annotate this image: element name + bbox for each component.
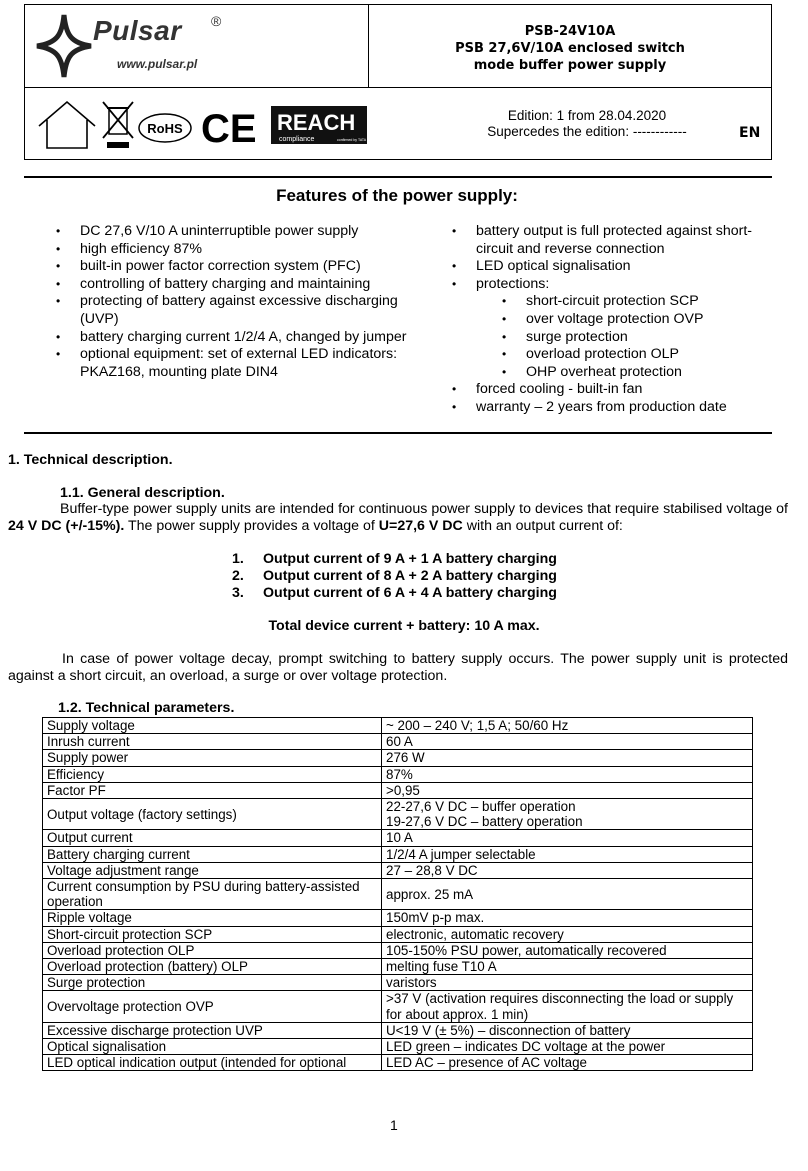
parameter-value: LED green – indicates DC voltage at the power — [382, 1039, 753, 1055]
parameter-name: Voltage adjustment range — [43, 862, 382, 878]
subsection-heading-2: 1.2. Technical parameters. — [58, 700, 235, 716]
para-text: Buffer-type power supply units are intended for continuous power supply to devices that require stabilised voltage of — [60, 501, 788, 517]
language-code: EN — [739, 125, 761, 141]
parameter-row — [43, 830, 753, 846]
protection-item: • over voltage protection OVP — [448, 311, 778, 329]
output-number: 2. — [232, 568, 244, 585]
certification-icons — [37, 100, 387, 150]
logo-url: www.pulsar.pl — [117, 57, 198, 71]
protection-item: • overload protection OLP — [448, 346, 778, 364]
parameter-name: Supply voltage — [43, 718, 382, 734]
technical-parameters-table — [42, 717, 753, 1071]
divider-bottom — [24, 432, 772, 434]
reach-icon — [271, 106, 367, 144]
feature-item: • protecting of battery against excessive discharging (UVP) — [52, 293, 422, 328]
output-text: Output current of 8 A + 2 A battery charging — [263, 568, 557, 585]
output-number: 1. — [232, 551, 244, 567]
output-current-list — [232, 551, 632, 603]
general-description-paragraph — [8, 501, 788, 535]
parameter-value: approx. 25 mA — [382, 879, 753, 910]
parameter-value: melting fuse T10 A — [382, 959, 753, 975]
edition-line-1: Edition: 1 from 28.04.2020 — [507, 108, 667, 123]
parameter-value: 10 A — [382, 830, 753, 846]
para-text: with an output current of: — [462, 518, 623, 535]
parameter-row — [43, 782, 753, 798]
para-bold: U=27,6 V DC — [378, 518, 463, 535]
feature-item: • high efficiency 87% — [52, 241, 422, 259]
para-text: The power supply provides a voltage of — [124, 518, 379, 535]
feature-item: • controlling of battery charging and maintaining — [52, 276, 422, 294]
logo-registered: ® — [211, 13, 222, 29]
parameter-row — [43, 959, 753, 975]
parameter-name: Current consumption by PSU during battery-assisted operation — [43, 879, 382, 910]
parameter-row — [43, 1022, 753, 1038]
section-heading: 1. Technical description. — [8, 452, 173, 468]
parameter-value: U<19 V (± 5%) – disconnection of battery — [382, 1022, 753, 1038]
edition-line-2: Supercedes the edition: ------------ — [487, 124, 687, 139]
ce-label: CE — [201, 107, 257, 150]
rohs-icon — [139, 114, 191, 142]
parameter-value: electronic, automatic recovery — [382, 926, 753, 942]
parameter-value: 87% — [382, 766, 753, 782]
output-text: Output current of 9 A + 1 A battery charging — [263, 551, 557, 567]
reach-sub2-label: confirmed by TATA — [337, 138, 367, 142]
document-header — [24, 4, 772, 160]
features-title: Features of the power supply: — [276, 186, 518, 205]
reach-sub-label: compliance — [279, 136, 315, 143]
parameter-row — [43, 1055, 753, 1071]
features-list-right — [448, 223, 778, 417]
logo-name: Pulsar — [93, 15, 182, 46]
output-item — [232, 568, 632, 585]
parameter-row — [43, 846, 753, 862]
page-number: 1 — [390, 1117, 398, 1133]
parameter-row — [43, 766, 753, 782]
parameter-value: varistors — [382, 975, 753, 991]
parameter-row — [43, 991, 753, 1022]
features-list-left — [52, 223, 422, 381]
para-bold: 24 V DC (+/-15%). — [8, 518, 125, 535]
house-icon — [39, 102, 95, 148]
output-item — [232, 551, 632, 568]
feature-item: • built-in power factor correction system (PFC) — [52, 258, 422, 276]
parameter-name: Overvoltage protection OVP — [43, 991, 382, 1022]
edition-info — [457, 108, 717, 140]
divider-top — [24, 176, 772, 178]
parameter-name: Supply power — [43, 750, 382, 766]
title-line-1: PSB-24V10A — [524, 24, 616, 39]
parameter-row — [43, 718, 753, 734]
parameter-row — [43, 910, 753, 926]
parameter-row — [43, 926, 753, 942]
parameter-value: ~ 200 – 240 V; 1,5 A; 50/60 Hz — [382, 718, 753, 734]
parameter-value: >0,95 — [382, 782, 753, 798]
title-line-3: mode buffer power supply — [473, 58, 667, 73]
parameter-name: Short-circuit protection SCP — [43, 926, 382, 942]
parameter-value: 1/2/4 A jumper selectable — [382, 846, 753, 862]
parameter-name: Overload protection (battery) OLP — [43, 959, 382, 975]
document-title — [369, 5, 771, 87]
header-bottom-row — [25, 88, 771, 159]
parameter-name: Battery charging current — [43, 846, 382, 862]
parameter-name: Excessive discharge protection UVP — [43, 1022, 382, 1038]
total-current: Total device current + battery: 10 A max. — [268, 618, 540, 634]
feature-item: • battery charging current 1/2/4 A, changed by jumper — [52, 329, 422, 347]
parameters-body — [43, 718, 753, 1071]
feature-item: • forced cooling - built-in fan — [448, 381, 778, 399]
parameter-row — [43, 734, 753, 750]
parameter-value: 60 A — [382, 734, 753, 750]
feature-item: • protections: — [448, 276, 778, 294]
parameter-name: Output current — [43, 830, 382, 846]
parameter-name: Ripple voltage — [43, 910, 382, 926]
parameter-value: 150mV p-p max. — [382, 910, 753, 926]
reach-label: REACH — [277, 110, 356, 135]
feature-item: • battery output is full protected against short-circuit and reverse connection — [448, 223, 778, 258]
parameter-name: Surge protection — [43, 975, 382, 991]
logo-cell — [25, 5, 369, 87]
feature-item: • LED optical signalisation — [448, 258, 778, 276]
parameter-value: 22-27,6 V DC – buffer operation 19-27,6 V DC – battery operation — [382, 799, 753, 830]
protection-paragraph: In case of power voltage decay, prompt switching to battery supply occurs. The power supply unit is protected against a short circuit, an overload, a surge or over voltage protection. — [8, 651, 788, 685]
weee-bin-icon — [103, 102, 133, 148]
parameter-value: 276 W — [382, 750, 753, 766]
parameter-value: 105-150% PSU power, automatically recovered — [382, 942, 753, 958]
parameter-row — [43, 879, 753, 910]
parameter-row — [43, 975, 753, 991]
title-line-2: PSB 27,6V/10A enclosed switch — [455, 41, 685, 56]
parameter-value: 27 – 28,8 V DC — [382, 862, 753, 878]
parameter-name: LED optical indication output (intended for optional — [43, 1055, 382, 1071]
rohs-label: RoHS — [147, 121, 183, 136]
output-item — [232, 585, 632, 602]
parameter-row — [43, 862, 753, 878]
protection-item: • surge protection — [448, 329, 778, 347]
pulsar-star-logo-icon — [35, 13, 93, 79]
parameter-name: Overload protection OLP — [43, 942, 382, 958]
parameter-value: >37 V (activation requires disconnecting the load or supply for about approx. 1 min) — [382, 991, 753, 1022]
protection-item: • short-circuit protection SCP — [448, 293, 778, 311]
ce-mark-icon — [201, 107, 257, 150]
feature-item: • DC 27,6 V/10 A uninterruptible power supply — [52, 223, 422, 241]
parameter-row — [43, 942, 753, 958]
parameter-name: Efficiency — [43, 766, 382, 782]
parameter-row — [43, 1039, 753, 1055]
protection-item: • OHP overheat protection — [448, 364, 778, 382]
header-top-row — [25, 5, 771, 88]
parameter-row — [43, 750, 753, 766]
parameter-row — [43, 799, 753, 830]
parameter-value: LED AC – presence of AC voltage — [382, 1055, 753, 1071]
output-number: 3. — [232, 585, 244, 602]
feature-item: • optional equipment: set of external LED indicators: PKAZ168, mounting plate DIN4 — [52, 346, 422, 381]
parameter-name: Factor PF — [43, 782, 382, 798]
subsection-heading-1: 1.1. General description. — [60, 485, 225, 501]
parameter-name: Output voltage (factory settings) — [43, 799, 382, 830]
output-text: Output current of 6 A + 4 A battery charging — [263, 585, 557, 602]
feature-item: • warranty – 2 years from production date — [448, 399, 778, 417]
parameter-name: Optical signalisation — [43, 1039, 382, 1055]
parameter-name: Inrush current — [43, 734, 382, 750]
